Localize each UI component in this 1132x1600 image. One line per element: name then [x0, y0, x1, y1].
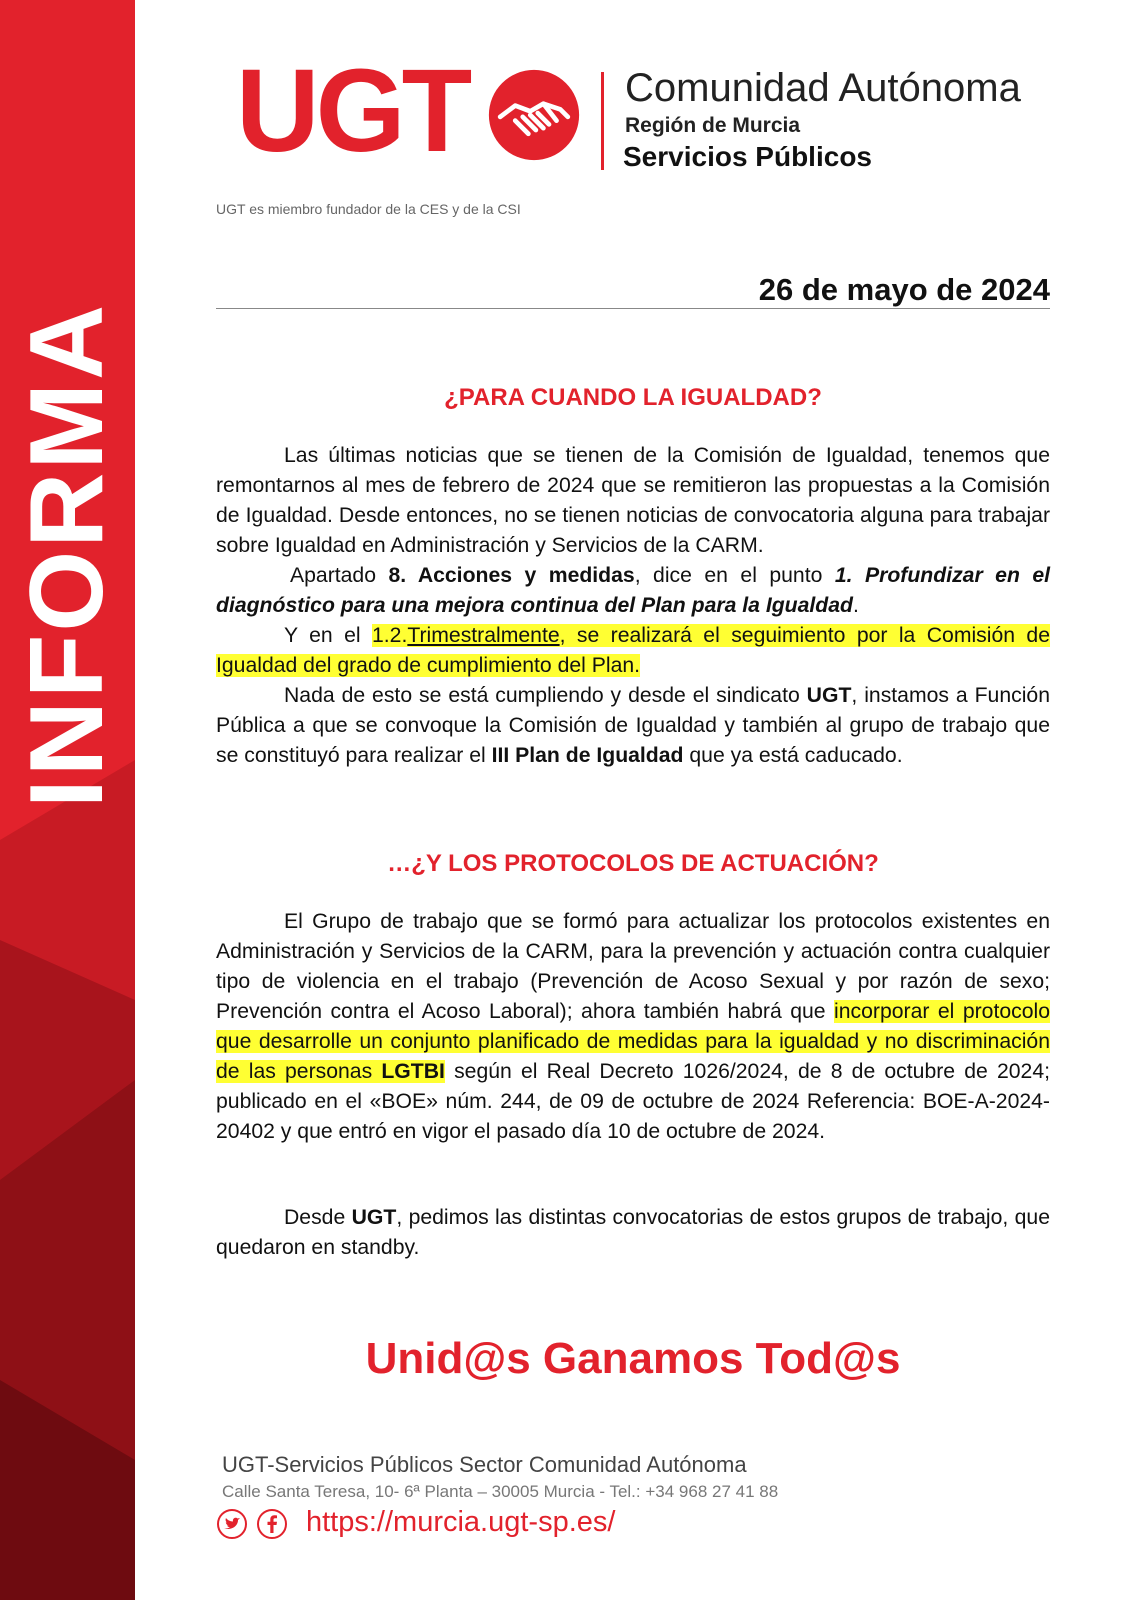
org-region: Región de Murcia — [625, 114, 801, 137]
website-link[interactable]: https://murcia.ugt-sp.es/ — [306, 1506, 616, 1538]
org-sector: Servicios Públicos — [623, 141, 872, 172]
logo-divider — [601, 72, 604, 170]
text-run: según el Real Decreto 1026/2024, de 8 de octubre de 2024; publicado en el «BOE» núm. 244, de 09 de octubre de 2024 Referencia: BOE-A-2024-20402 y que entró en vigor el pasado día 10 de octubre de 2024. — [216, 1060, 1050, 1143]
text-run: Y en el — [284, 624, 372, 647]
document-date: 26 de mayo de 2024 — [758, 272, 1050, 307]
date-divider — [216, 308, 1050, 309]
ugt-logo-text: UGT — [236, 45, 469, 177]
paragraph-comision: Las últimas noticias que se tienen de la Comisión de Igualdad, tenemos que remontarnos al mes de febrero de 2024 que se remitieron las propuestas a la Comisión de Igualdad. Desde entonces, no se tienen noticias de convocatoria alguna para trabajar sobre Igualdad en Administración y Servicios de la CARM. — [216, 444, 1050, 557]
paragraph-desde-ugt — [216, 1203, 1050, 1263]
paragraph-ugt-insta — [216, 681, 1050, 771]
text-run: , pedimos las distintas convocatorias de estos grupos de trabajo, que quedaron en standby. — [216, 1206, 1050, 1259]
slogan: Unid@s Ganamos Tod@s — [365, 1334, 901, 1383]
text-run: , instamos a Función Pública a que se convoque la Comisión de Igualdad y también al grupo de trabajo que se constituyó para realizar el — [216, 684, 1050, 767]
handshake-icon — [487, 68, 581, 162]
text-run: que ya está caducado. — [683, 744, 903, 767]
highlight-underline-run: Trimestralmente — [407, 624, 560, 647]
highlight-run: incorporar el protocolo que desarrolle un conjunto planificado de medidas para la igualdad y no discriminación de las personas — [216, 1000, 1050, 1083]
text-run: , dice en el punto — [634, 564, 835, 587]
paragraph-grupo-trabajo — [216, 907, 1050, 1147]
section-title-igualdad: ¿PARA CUANDO LA IGUALDAD? — [444, 384, 822, 411]
text-run: Nada de esto se está cumpliendo y desde el sindicato — [284, 684, 807, 707]
highlight-run: 1.2. — [372, 624, 408, 647]
highlight-run: , se realizará el seguimiento por la Comisión de Igualdad del grado de cumplimiento del Plan. — [216, 624, 1051, 677]
bold-run: UGT — [351, 1206, 397, 1229]
paragraph-trimestral — [216, 621, 1050, 681]
text-run: El Grupo de trabajo que se formó para actualizar los protocolos existentes en Administración y Servicios de la CARM, para la prevención y actuación contra cualquier tipo de violencia en el trabajo (Prevención de Acoso Sexual y por razón de sexo; Prevención contra el Acoso Laboral); ahora también habrá que — [216, 910, 1050, 1023]
twitter-icon[interactable] — [216, 1508, 248, 1540]
sidebar-informa-label: INFORMA — [9, 301, 125, 809]
sidebar-banner — [0, 0, 135, 1600]
footer-org: UGT-Servicios Públicos Sector Comunidad Autónoma — [222, 1452, 747, 1477]
member-note: UGT es miembro fundador de la CES y de la CSI — [216, 201, 521, 217]
text-run: Desde — [284, 1206, 352, 1229]
text-run: . — [852, 594, 859, 617]
section-title-protocolos: …¿Y LOS PROTOCOLOS DE ACTUACIÓN? — [387, 850, 879, 877]
text-run: Apartado — [290, 564, 389, 587]
bold-italic-run: 1. Profundizar en el diagnóstico para una mejora continua del Plan para la Igualdad — [216, 564, 1051, 617]
facebook-icon[interactable] — [256, 1508, 288, 1540]
bold-run: 8. Acciones y medidas — [388, 564, 635, 587]
bold-run: UGT — [806, 684, 852, 707]
paragraph-apartado — [216, 561, 1050, 621]
bold-run: III Plan de Igualdad — [491, 744, 684, 767]
org-name: Comunidad Autónoma — [625, 66, 1021, 110]
footer-address: Calle Santa Teresa, 10- 6ª Planta – 30005 Murcia - Tel.: +34 968 27 41 88 — [222, 1482, 779, 1501]
highlight-bold-run: LGTBI — [381, 1060, 445, 1083]
